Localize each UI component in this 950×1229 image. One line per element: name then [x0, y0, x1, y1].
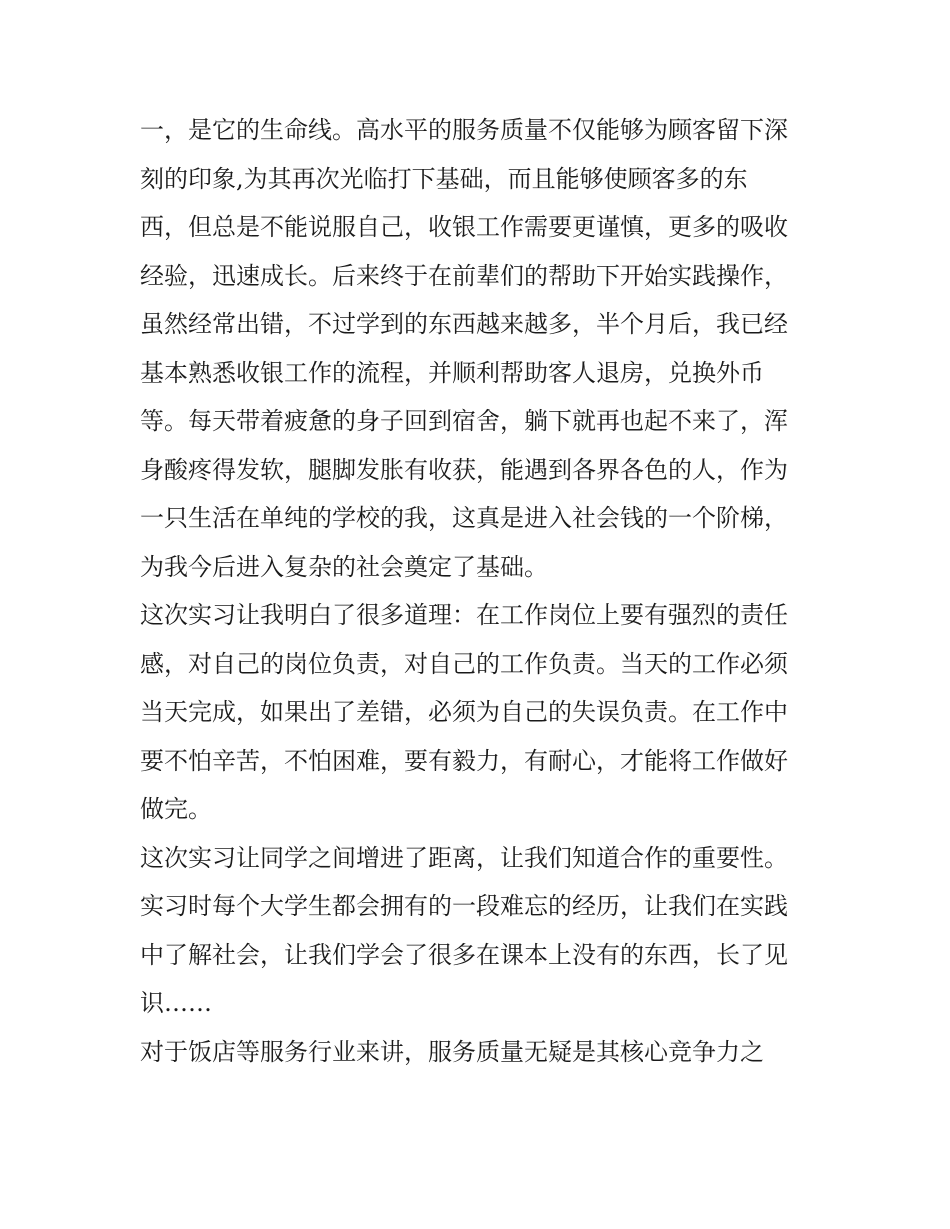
text-line: 刻的印象,为其再次光临打下基础，而且能够使顾客多的东: [140, 164, 748, 193]
text-line: 要不怕辛苦，不怕困难，要有毅力，有耐心，才能将工作做好: [140, 746, 788, 775]
text-line: 对于饭店等服务行业来讲，服务质量无疑是其核心竞争力之: [140, 1037, 764, 1066]
text-line: 经验，迅速成长。后来终于在前辈们的帮助下开始实践操作，: [140, 261, 788, 290]
text-line: 虽然经常出错，不过学到的东西越来越多，半个月后，我已经: [140, 310, 788, 338]
text-line: 中了解社会，让我们学会了很多在课本上没有的东西，长了见: [140, 940, 788, 969]
text-line: 做完。: [140, 795, 212, 823]
text-line: 一，是它的生命线。高水平的服务质量不仅能够为顾客留下深: [140, 116, 788, 144]
text-line: 一只生活在单纯的学校的我，这真是进入社会钱的一个阶梯，: [140, 504, 788, 532]
text-line: 身酸疼得发软，腿脚发胀有收获，能遇到各界各色的人，作为: [140, 455, 788, 484]
text-line: 等。每天带着疲惫的身子回到宿舍，躺下就再也起不来了，浑: [140, 407, 788, 435]
text-line: 为我今后进入复杂的社会奠定了基础。: [140, 552, 548, 581]
text-line: 这次实习让我明白了很多道理：在工作岗位上要有强烈的责任: [140, 601, 788, 629]
text-line: 实习时每个大学生都会拥有的一段难忘的经历，让我们在实践: [140, 892, 788, 920]
text-line: 当天完成，如果出了差错，必须为自己的失误负责。在工作中: [140, 698, 788, 726]
text-line: 基本熟悉收银工作的流程，并顺利帮助客人退房，兑换外币: [140, 358, 764, 387]
body-text: [140, 106, 830, 1076]
text-line: 这次实习让同学之间增进了距离，让我们知道合作的重要性。: [140, 843, 788, 872]
text-line: 感，对自己的岗位负责，对自己的工作负责。当天的工作必须: [140, 649, 788, 678]
text-line: 识……: [140, 989, 212, 1017]
text-line: 西，但总是不能说服自己，收银工作需要更谨慎，更多的吸收: [140, 213, 788, 241]
